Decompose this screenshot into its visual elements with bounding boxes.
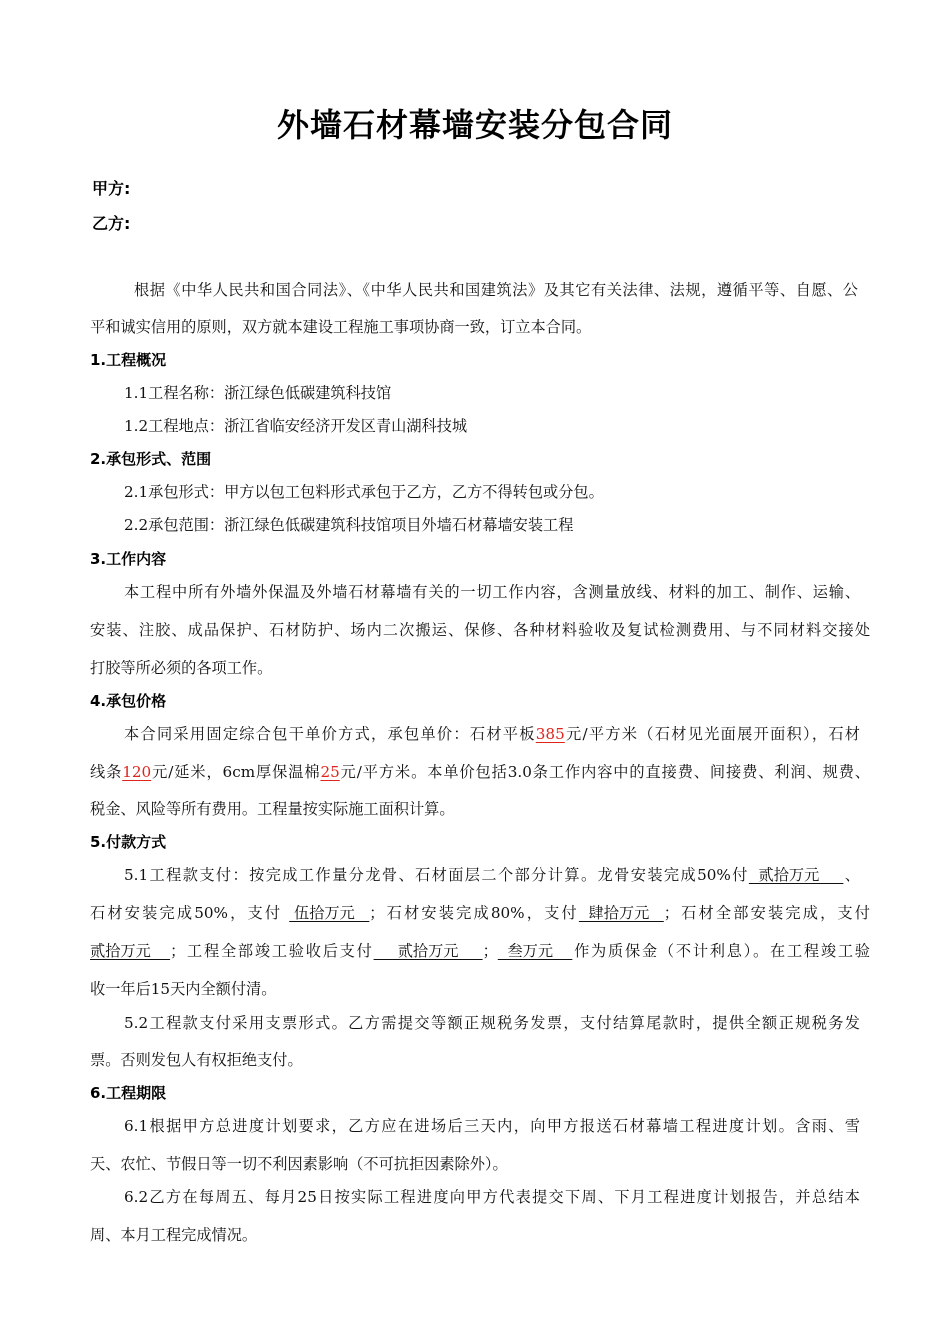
- section-2-item-1: 2.1承包形式：甲方以包工包料形式承包于乙方，乙方不得转包或分包。: [124, 483, 604, 501]
- payment-text: ；工程全部竣工验收后支付: [170, 942, 374, 960]
- section-3-line-2: 安装、注胶、成品保护、石材防护、场内二次搬运、保修、各种材料验收及复试检测费用、与不同材料交接处: [90, 621, 870, 639]
- payment-text: 作为质保金（不计利息）。在工程竣工验: [572, 942, 870, 960]
- intro-line-2: 平和诚实信用的原则，双方就本建设工程施工事项协商一致，订立本合同。: [90, 318, 592, 336]
- price-stone-line: 120: [122, 763, 152, 781]
- section-5-heading: 5.付款方式: [90, 833, 167, 851]
- section-5-2-line-1: 5.2工程款支付采用支票形式。乙方需提交等额正规税务发票，支付结算尾款时，提供全额正规税务发: [124, 1014, 860, 1032]
- section-5-line-3: [90, 941, 870, 961]
- section-3-line-3: 打胶等所必须的各项工作。: [90, 659, 273, 677]
- price-insulation-wool: 25: [320, 763, 340, 781]
- section-5-2-line-2: 票。否则发包人有权拒绝支付。: [90, 1051, 303, 1069]
- warranty-amount: 叁万元: [497, 942, 573, 960]
- payment-text: ；: [482, 942, 498, 960]
- payment-amount-2: 伍拾万元: [289, 904, 370, 922]
- section-6-1-line-1: 6.1根据甲方总进度计划要求，乙方应在进场后三天内，向甲方报送石材幕墙工程进度计划。含雨、雪: [124, 1117, 860, 1135]
- section-4-text: 本合同采用固定综合包干单价方式，承包单价：石材平板: [124, 725, 536, 743]
- section-3-line-1: 本工程中所有外墙外保温及外墙石材幕墙有关的一切工作内容，含测量放线、材料的加工、制作、运输、: [124, 583, 860, 601]
- payment-text: 石材安装完成50%，支付: [90, 904, 290, 922]
- section-6-heading: 6.工程期限: [90, 1084, 167, 1102]
- section-2-item-2: 2.2承包范围：浙江绿色低碳建筑科技馆项目外墙石材幕墙安装工程: [124, 516, 574, 534]
- intro-line-1: 根据《中华人民共和国合同法》、《中华人民共和国建筑法》及其它有关法律、法规，遵循平等、自愿、公: [134, 281, 858, 299]
- party-a-label: 甲方:: [92, 179, 131, 198]
- section-4-text: 线条: [90, 763, 123, 781]
- payment-text: 、: [843, 866, 860, 884]
- section-5-line-1: [124, 865, 860, 885]
- document-title: 外墙石材幕墙安装分包合同: [276, 106, 673, 144]
- section-2-heading: 2.承包形式、范围: [90, 450, 212, 468]
- section-4-text: 元/平方米（石材见光面展开面积），石材: [564, 725, 860, 743]
- payment-amount-1: 贰拾万元: [748, 866, 844, 884]
- section-4-text: 元/延米，6cm厚保温棉: [151, 763, 321, 781]
- payment-text: ；石材安装完成80%，支付: [369, 904, 579, 922]
- payment-amount-5: 贰拾万元: [373, 942, 483, 960]
- payment-text: ；石材全部安装完成，支付: [663, 904, 870, 922]
- section-1-heading: 1.工程概况: [90, 351, 167, 369]
- section-4-text: 元/平方米。本单价包括3.0条工作内容中的直接费、间接费、利润、规费、: [339, 763, 870, 781]
- payment-amount-4: 贰拾万元: [90, 942, 171, 960]
- section-4-line-3: 税金、风险等所有费用。工程量按实际施工面积计算。: [90, 800, 455, 818]
- section-4-line-1: [124, 724, 860, 744]
- section-1-item-1: 1.1工程名称：浙江绿色低碳建筑科技馆: [124, 384, 392, 402]
- section-6-2-line-2: 周、本月工程完成情况。: [90, 1226, 258, 1244]
- payment-text: 5.1工程款支付：按完成工作量分龙骨、石材面层二个部分计算。龙骨安装完成50%付: [124, 866, 749, 884]
- section-3-heading: 3.工作内容: [90, 550, 167, 568]
- section-1-item-2: 1.2工程地点：浙江省临安经济开发区青山湖科技城: [124, 417, 468, 435]
- section-5-line-4: 收一年后15天内全额付清。: [90, 980, 277, 998]
- price-stone-slab: 385: [535, 725, 565, 743]
- payment-amount-3: 肆拾万元: [578, 904, 664, 922]
- section-6-1-line-2: 天、农忙、节假日等一切不利因素影响（不可抗拒因素除外）。: [90, 1155, 508, 1173]
- section-4-heading: 4.承包价格: [90, 692, 167, 710]
- section-6-2-line-1: 6.2乙方在每周五、每月25日按实际工程进度向甲方代表提交下周、下月工程进度计划报告，并总结本: [124, 1188, 860, 1206]
- section-4-line-2: [90, 762, 870, 782]
- party-b-label: 乙方:: [92, 214, 131, 233]
- section-5-line-2: [90, 903, 870, 923]
